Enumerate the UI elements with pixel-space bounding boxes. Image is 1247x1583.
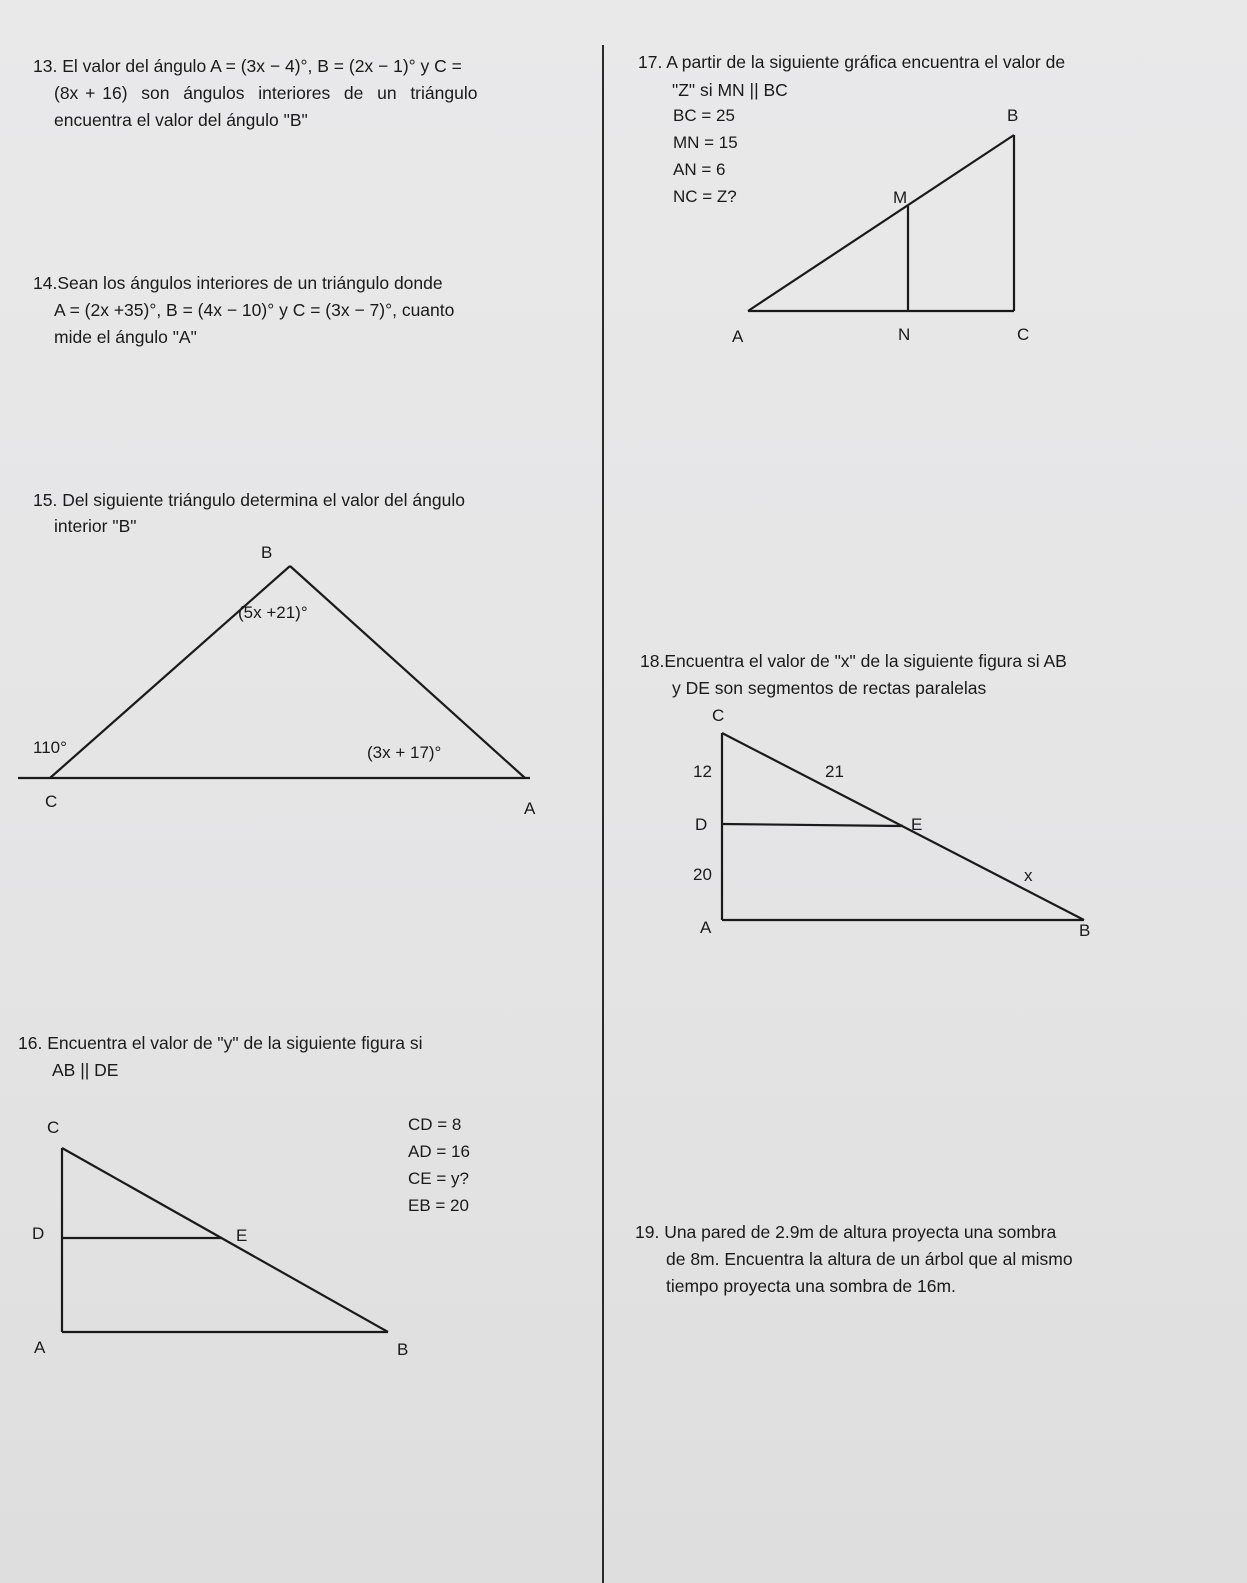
problem-19-line-3: tiempo proyecta una sombra de 16m. (666, 1276, 956, 1296)
given-ad: AD = 16 (408, 1142, 470, 1161)
length-ce-label: 21 (825, 762, 844, 781)
vertex-a-label: A (524, 799, 536, 818)
length-eb-label: x (1024, 866, 1033, 885)
point-d-label: D (695, 815, 708, 834)
point-e-label: E (236, 1226, 248, 1245)
problem-18-line-2: y DE son segmentos de rectas paralelas (672, 678, 987, 698)
problem-15-line-1: 15. Del siguiente triángulo determina el valor del ángulo (33, 490, 465, 510)
given-cd: CD = 8 (408, 1115, 462, 1134)
vertex-a-label: A (700, 918, 712, 937)
point-e-label: E (911, 815, 923, 834)
vertex-c-label: C (712, 706, 725, 725)
given-eb: EB = 20 (408, 1196, 469, 1215)
vertex-b-label: B (261, 543, 273, 562)
given-bc: BC = 25 (673, 106, 735, 125)
point-d-label: D (32, 1224, 45, 1243)
vertex-c-label: C (47, 1118, 60, 1137)
segment-de (722, 824, 903, 826)
problem-16-line-2: AB || DE (52, 1060, 119, 1080)
length-da-label: 20 (693, 865, 712, 884)
problem-17-line-1: 17. A partir de la siguiente gráfica encuentra el valor de (638, 52, 1066, 72)
problem-17-line-2: "Z" si MN || BC (672, 80, 788, 100)
triangle-18-side-cb (722, 733, 1084, 920)
given-an: AN = 6 (673, 160, 726, 179)
point-m-label: M (893, 188, 908, 207)
vertex-a-label: A (34, 1338, 46, 1357)
problem-18-line-1: 18.Encuentra el valor de "x" de la siguiente figura si AB (640, 651, 1067, 671)
problem-13-line-2: (8x + 16) son ángulos interiores de un triángulo (54, 83, 478, 103)
given-ce: CE = y? (408, 1169, 469, 1188)
vertex-c-label: C (45, 792, 58, 811)
vertex-a-label: A (732, 327, 744, 346)
length-cd-label: 12 (693, 762, 712, 781)
vertex-b-label: B (1007, 106, 1019, 125)
given-nc: NC = Z? (673, 187, 737, 206)
problem-15-line-2: interior "B" (54, 516, 137, 536)
exterior-angle-c-label: 110° (33, 738, 67, 757)
problem-19-line-1: 19. Una pared de 2.9m de altura proyecta una sombra (635, 1222, 1057, 1242)
angle-b-expression: (5x +21)° (238, 603, 308, 622)
problem-16-line-1: 16. Encuentra el valor de "y" de la siguiente figura si (18, 1033, 423, 1053)
vertex-c-label: C (1017, 325, 1030, 344)
vertex-b-label: B (1079, 921, 1091, 940)
given-mn: MN = 15 (673, 133, 738, 152)
vertex-b-label: B (397, 1340, 409, 1359)
angle-a-expression: (3x + 17)° (367, 743, 442, 762)
problem-19-line-2: de 8m. Encuentra la altura de un árbol que al mismo (666, 1249, 1073, 1269)
point-n-label: N (898, 325, 911, 344)
problem-14-line-1: 14.Sean los ángulos interiores de un triángulo donde (33, 273, 443, 293)
problem-13-line-3: encuentra el valor del ángulo "B" (54, 110, 308, 130)
problem-13-line-1: 13. El valor del ángulo A = (3x − 4)°, B = (2x − 1)° y C = (33, 56, 462, 76)
problem-14-line-2: A = (2x +35)°, B = (4x − 10)° y C = (3x − 7)°, cuanto (54, 300, 455, 320)
problem-14-line-3: mide el ángulo "A" (54, 327, 197, 347)
